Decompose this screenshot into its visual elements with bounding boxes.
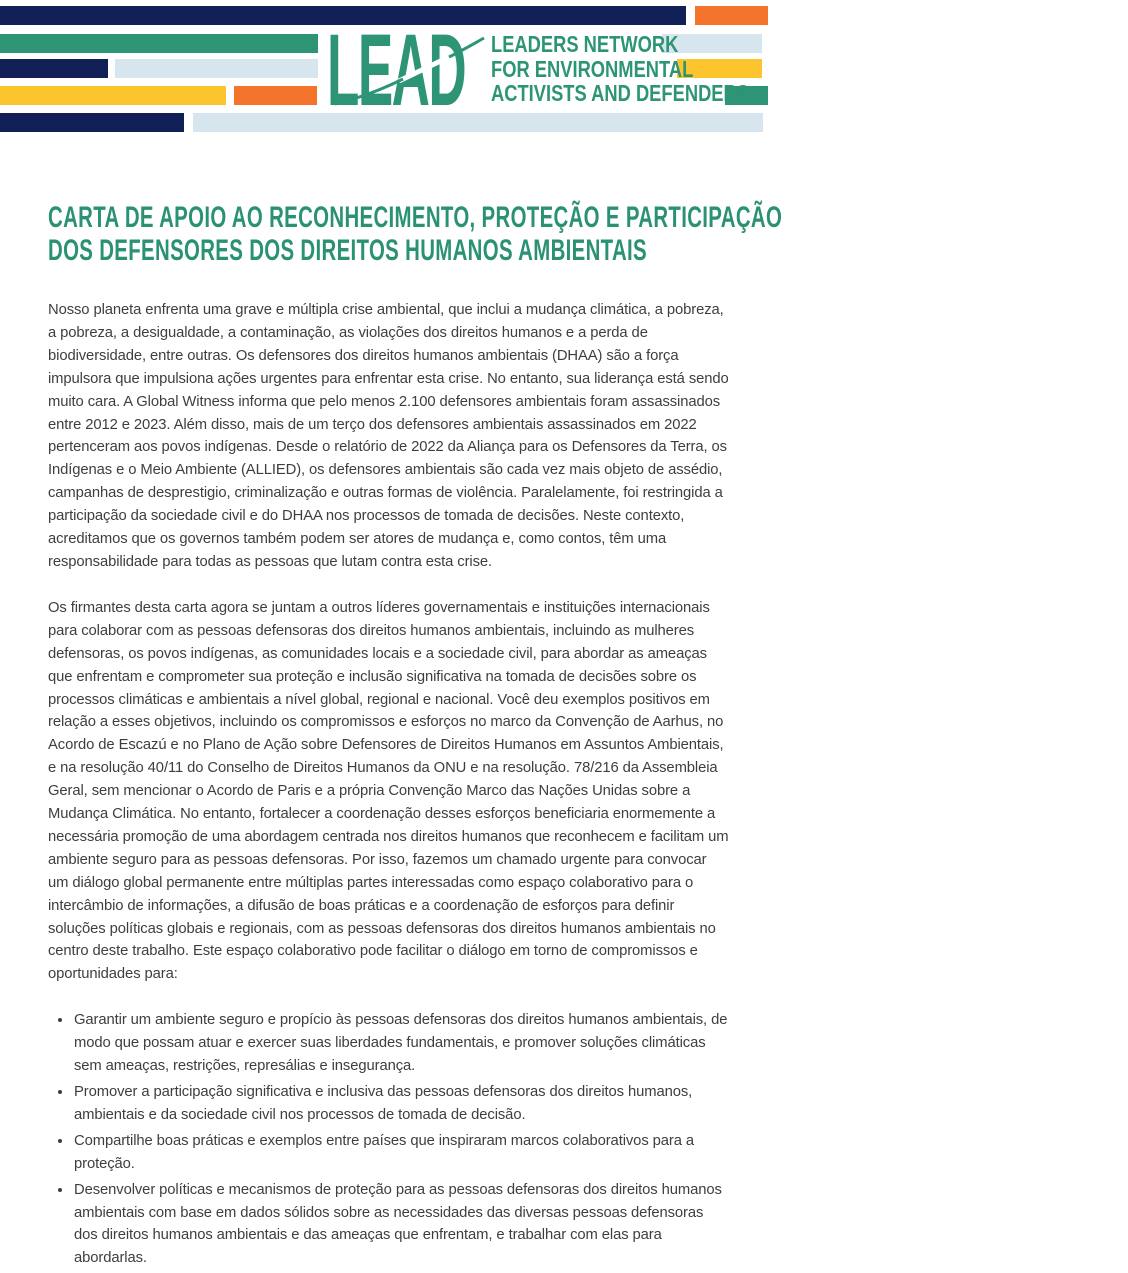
tagline-line-3: ACTIVISTS AND DEFENDERS: [491, 80, 750, 107]
tagline-line-2: FOR ENVIRONMENTAL: [491, 55, 694, 82]
header-bar-orange-top-right: [695, 6, 768, 25]
title-line-1: CARTA DE APOIO AO RECONHECIMENTO, PROTEÇÃO E PARTICIPAÇÃO: [48, 201, 783, 234]
page-title: [48, 201, 1128, 267]
header-bar-lightblue-bottom: [193, 113, 763, 132]
lead-logo: [327, 13, 750, 128]
list-item: • Promover a participação significativa e inclusiva das pessoas defensoras dos direitos humanos, ambientais e da sociedade civil nos processos de tomada de decisão.: [73, 1081, 730, 1127]
header-bar-green-left: [0, 34, 318, 53]
letter-body: [48, 299, 730, 1273]
logo-tagline: [491, 32, 822, 106]
tagline-line-1: LEADERS NETWORK: [491, 31, 679, 57]
commitments-list: [48, 1009, 730, 1270]
title-line-2: DOS DEFENSORES DOS DIREITOS HUMANOS AMBIENTAIS: [48, 234, 647, 267]
list-item: • Compartilhe boas práticas e exemplos entre países que inspiraram marcos colaborativos para a proteção.: [73, 1130, 730, 1176]
list-item: • Garantir um ambiente seguro e propício às pessoas defensoras dos direitos humanos ambientais, de modo que possam atuar e exercer suas liberdades fundamentais, e promover soluções climáticas sem ameaças, restrições, represálias e insegurança.: [73, 1009, 730, 1078]
header-bar-orange-left: [234, 86, 317, 105]
list-item: • Desenvolver políticas e mecanismos de proteção para as pessoas defensoras dos direitos humanos ambientais com base em dados sólidos sobre as necessidades das diversas pessoas defensoras dos direitos humanos ambientais e das ameaças que enfrentam, e trabalhar com elas para abordarlas.: [73, 1179, 730, 1271]
header-bar-navy-small: [0, 59, 108, 78]
header-bar-lightblue-left: [115, 59, 318, 78]
paragraph-1: Nosso planeta enfrenta uma grave e múltipla crise ambiental, que inclui a mudança climática, a pobreza, a pobreza, a desigualdade, a contaminação, as violações dos direitos humanos e a perda de biodiversidade, entre outras. Os defensores dos direitos humanos ambientais (DHAA) são a força impulsora que impulsiona ações urgentes para enfrentar esta crise. No entanto, sua liderança está sendo muito cara. A Global Witness informa que pelo menos 2.100 defensores ambientais foram assassinados entre 2012 e 2023. Além disso, mais de um terço dos defensores ambientais assassinados em 2022 pertenceram aos povos indígenas. Desde o relatório de 2022 da Aliança para os Defensores da Terra, os Indígenas e o Meio Ambiente (ALLIED), os defensores ambientais são cada vez mais objeto de assédio, campanhas de desprestigio, criminalização e outras formas de violência. Paralelamente, foi restringida a participação da sociedade civil e do DHAA nos processos de tomada de decisões. Neste contexto, acreditamos que os governos também podem ser atores de mudança e, como contos, têm uma responsabilidade para todas as pessoas que lutam contra esta crise.: [48, 302, 729, 570]
header-bar-navy-bottom: [0, 113, 184, 132]
lead-wordmark-icon: [327, 13, 485, 128]
paragraph-2: Os firmantes desta carta agora se juntam a outros líderes governamentais e instituições internacionais para colaborar com as pessoas defensoras dos direitos humanos ambientais, incluindo as mulheres defensoras, os povos indígenas, as comunidades locais e a sociedade civil, para abordar as ameaças que enfrentam e comprometer sua proteção e inclusão significativa na tomada de decisões sobre os processos climáticas e ambientais a nível global, regional e nacional. Você deu exemplos positivos em relação a esses objetivos, incluindo os compromissos e esforços no marco da Convenção de Aarhus, no Acordo de Escazú e no Plano de Ação sobre Defensores de Direitos Humanos em Assuntos Ambientais, e na resolução 40/11 do Conselho de Direitos Humanos da ONU e na resolução. 78/216 da Assembleia Geral, sem mencionar o Acordo de Paris e a própria Convenção Marco das Nações Unidas sobre a Mudança Climática. No entanto, fortalecer a coordenação desses esforços beneficiaria enormemente a necessária promoção de uma abordagem centrada nos direitos humanos que reconhecem e facilitam um ambiente seguro para as pessoas defensoras. Por isso, fazemos um chamado urgente para convocar um diálogo global permanente entre múltiplas partes interessadas como espaço colaborativo para o intercâmbio de informações, a difusão de boas práticas e a coordenação de esforços para definir soluções políticas globais e regionais, com as pessoas defensoras dos direitos humanos ambientais no centro deste trabalho. Este espaço colaborativo pode facilitar o diálogo em torno de compromissos e oportunidades para:: [48, 599, 729, 983]
header-bar-yellow-left: [0, 86, 226, 105]
lead-wordmark-text: LEAD: [327, 13, 466, 128]
